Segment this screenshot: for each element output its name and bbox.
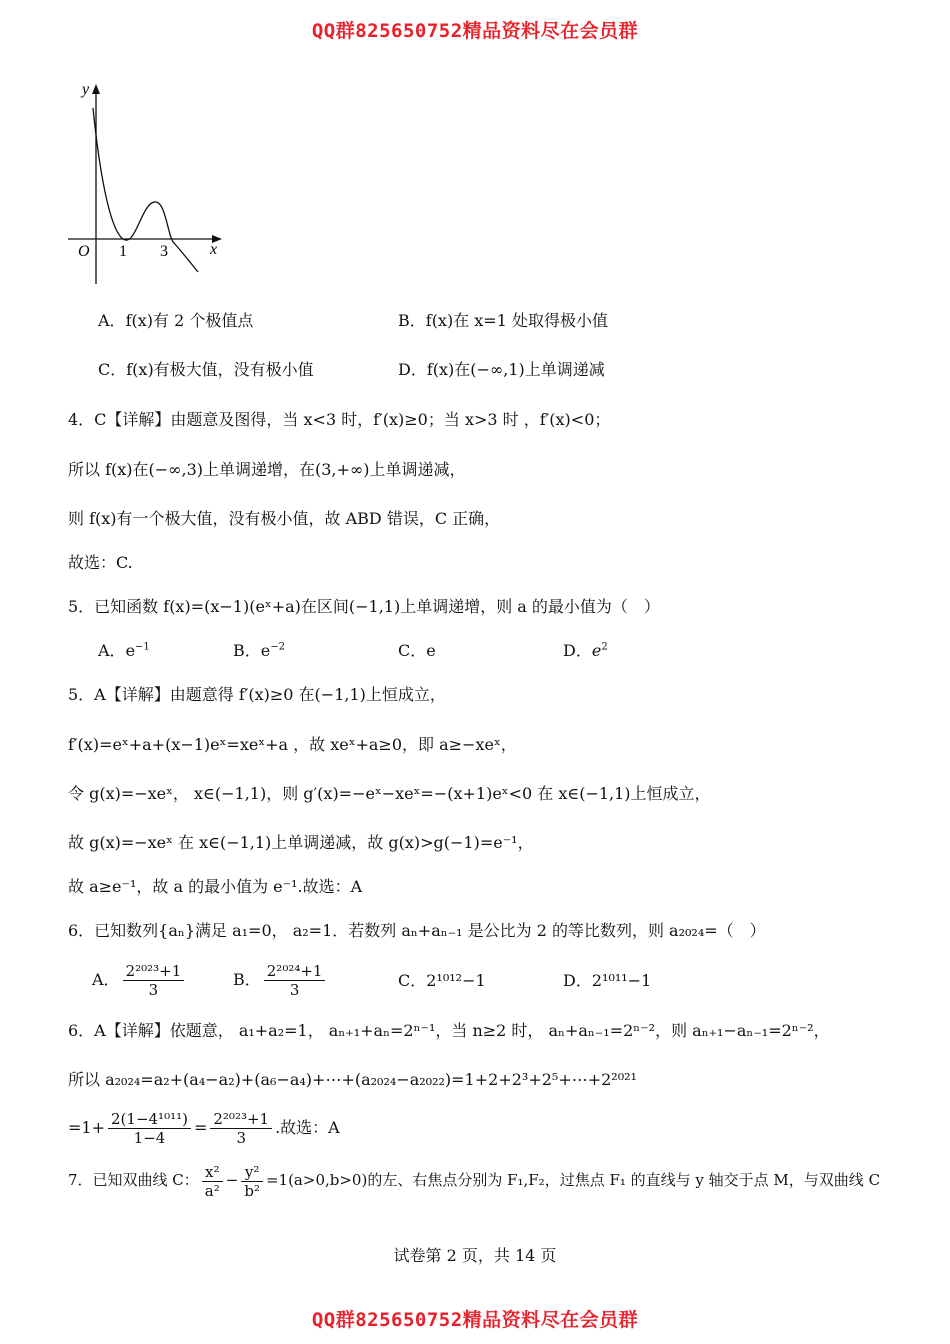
q5-solution-line-2: f′(x)=eˣ+a+(x−1)eˣ=xeˣ+a ，故 xeˣ+a≥0，即 a≥−xeˣ， [68,735,517,754]
q4-option-d-text: f(x)在(−∞,1)上单调递减 [426,360,605,379]
q6-solution-line-3-tail: .故选：A [275,1118,340,1137]
q5-option-b-base: e [260,641,271,660]
q4-option-a-text: f(x)有 2 个极值点 [125,311,254,330]
function-graph [62,78,232,293]
q5-solution-line-4: 故 g(x)=−xeˣ 在 x∈(−1,1)上单调递减，故 g(x)>g(−1)=e⁻¹， [68,833,534,852]
q4-option-b [398,310,608,332]
q4-option-d [398,359,605,381]
q6-option-d-letter: D． [563,971,592,990]
q4-option-c-letter: C． [98,360,127,379]
q6-option-b-denominator: 3 [289,981,300,999]
q6-solution-fraction-2 [210,1110,272,1147]
q6-option-d [563,970,651,992]
q4-option-d-letter: D． [398,360,427,379]
q6-solution-line-3-lead: =1+ [68,1118,105,1137]
q5-option-a-letter: A． [98,641,126,660]
q5-option-d [563,640,608,662]
q4-option-b-text: f(x)在 x=1 处取得极小值 [425,311,608,330]
q5-solution-line-5: 故 a≥e⁻¹，故 a 的最小值为 e⁻¹.故选：A [68,877,363,896]
q4-solution-line-1: 4．C【详解】由题意及图得，当 x<3 时，f′(x)≥0；当 x>3 时 ，f′(x)<0； [68,410,611,429]
q6-option-b-fraction [264,962,326,999]
q6-solution-line-3-equals: = [193,1118,208,1137]
q7-fraction-y-numerator: y² [241,1163,263,1182]
q6-stem: 6．已知数列{aₙ}满足 a₁=0， a₂=1．若数列 aₙ+aₙ₋₁ 是公比为 2 的等比数列，则 a₂₀₂₄=（ ） [68,921,766,940]
q5-option-b-letter: B． [233,641,261,660]
q7-fraction-x-numerator: x² [202,1163,223,1182]
q4-option-a-letter: A． [98,311,126,330]
y-axis-arrow [92,84,100,94]
function-curve [93,108,198,272]
q6-solution-line-1: 6．A【详解】依题意， a₁+a₂=1， aₙ₊₁+aₙ=2ⁿ⁻¹，当 n≥2 时， aₙ+aₙ₋₁=2ⁿ⁻²，则 aₙ₊₁−aₙ₋₁=2ⁿ⁻²， [68,1021,830,1040]
q4-solution-line-2: 所以 f(x)在(−∞,3)上单调递增，在(3,+∞)上单调递减， [68,460,466,479]
q6-solution-fraction-1-numerator: 2(1−4¹⁰¹¹) [108,1110,191,1129]
q4-solution-line-3: 则 f(x)有一个极大值，没有极小值，故 ABD 错误，C 正确， [68,509,501,528]
q4-option-c [98,359,314,381]
q7-stem-lead: 7．已知双曲线 C： [68,1171,199,1189]
q4-option-b-letter: B． [398,311,426,330]
q5-stem: 5．已知函数 f(x)=(x−1)(eˣ+a)在区间(−1,1)上单调递增，则 a 的最小值为（ ） [68,597,660,616]
q7-stem [68,1160,880,1200]
origin-label: O [78,243,90,260]
footer-watermark-banner: QQ群825650752精品资料尽在会员群 [311,1309,639,1331]
q6-option-a-numerator: 2²⁰²³+1 [123,962,185,981]
q5-solution-line-3: 令 g(x)=−xeˣ， x∈(−1,1)，则 g′(x)=−eˣ−xeˣ=−(x+1)eˣ<0 在 x∈(−1,1)上恒成立， [68,784,711,803]
q6-option-b-letter: B． [233,970,261,989]
q6-solution-fraction-2-denominator: 3 [236,1129,246,1147]
q5-solution-line-1: 5．A【详解】由题意得 f′(x)≥0 在(−1,1)上恒成立， [68,685,446,704]
q6-option-b-numerator: 2²⁰²⁴+1 [264,962,326,981]
q5-option-d-letter: D． [563,641,592,660]
q6-option-c-letter: C． [398,971,427,990]
q7-fraction-x-denominator: a² [204,1181,220,1200]
q6-solution-fraction-1-denominator: 1−4 [133,1129,166,1147]
q5-option-c-letter: C． [398,641,427,660]
q5-option-b [233,640,285,662]
q4-solution-line-4: 故选：C. [68,553,133,572]
page-footer: 试卷第 2 页，共 14 页 [393,1246,557,1265]
q6-option-a [92,960,187,1000]
q6-option-b [233,960,328,1000]
q5-option-a-base: e [125,641,136,660]
q6-option-a-denominator: 3 [148,981,159,999]
q5-option-a-exponent: −1 [135,641,150,653]
q6-option-a-fraction [123,962,185,999]
q6-option-c-text: 2¹⁰¹²−1 [426,971,486,990]
q6-solution-fraction-2-numerator: 2²⁰²³+1 [210,1110,272,1129]
q5-option-d-base: e [591,641,602,660]
tick-label-3: 3 [160,243,168,260]
q5-option-c-value: e [426,641,436,660]
q4-option-a [98,310,253,332]
q7-fraction-y [241,1163,263,1200]
q6-option-d-text: 2¹⁰¹¹−1 [591,971,652,990]
q5-option-d-exponent: 2 [601,641,608,653]
q6-option-a-letter: A． [92,970,120,989]
q7-minus: − [225,1171,239,1189]
q5-option-c [398,640,436,662]
q7-stem-tail: =1(a>0,b>0)的左、右焦点分别为 F₁,F₂，过焦点 F₁ 的直线与 y 轴交于点 M，与双曲线 C [265,1171,881,1189]
q5-option-b-exponent: −2 [270,641,285,653]
q7-fraction-x [202,1163,223,1200]
tick-label-1: 1 [119,243,127,260]
q5-option-a [98,640,150,662]
x-axis-label: x [210,241,218,258]
q4-option-c-text: f(x)有极大值，没有极小值 [126,360,314,379]
q6-option-c [398,970,486,992]
q6-solution-line-3 [68,1108,340,1148]
q6-solution-line-2: 所以 a₂₀₂₄=a₂+(a₄−a₂)+(a₆−a₄)+⋯+(a₂₀₂₄−a₂₀₂₂)=1+2+2³+2⁵+⋯+2²⁰²¹ [68,1070,637,1089]
q6-solution-fraction-1 [108,1110,191,1147]
header-watermark-banner: QQ群825650752精品资料尽在会员群 [311,20,639,42]
y-axis-label: y [82,81,90,98]
q7-fraction-y-denominator: b² [244,1181,260,1200]
